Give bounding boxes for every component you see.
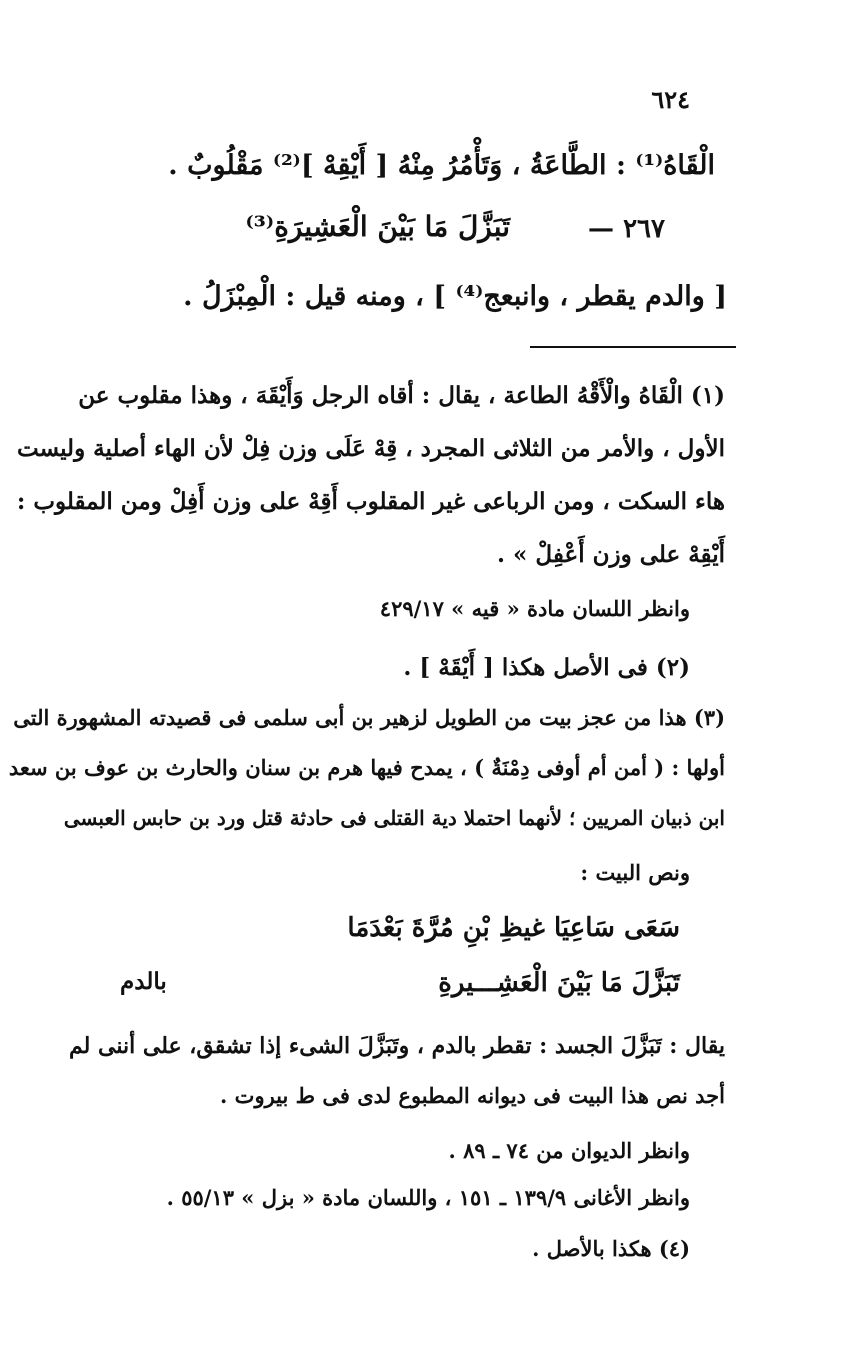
footnote-divider [530,346,736,348]
poem-hemistich-2-row [120,968,680,1008]
footnote-3-line-1: (٣) هذا من عجز بيت من الطويل لزهير بن أبى سلمى فى قصيدته المشهورة التى [13,705,725,730]
verse-text: تَبَزَّلَ مَا بَيْنَ الْعَشِيرَةِ⁽³⁾ [245,210,510,243]
footnote-3-line-2: أولها : ( أمن أم أوفى دِمْنَةٌ ) ، يمدح فيها هرم بن سنان والحارث بن عوف بن سعد [8,755,725,780]
footnote-3-line-3: ابن ذبيان المريين ؛ لأنهما احتملا دية القتلى فى حادثة قتل ورد بن حابس العبسى [63,806,725,830]
footnote-2: (٢) فى الأصل هكذا [ أَيْقَهْ ] . [403,654,690,681]
footnote-1-line-4: أَيْقِهْ على وزن أَعْفِلْ » . [497,541,725,568]
footnote-1-line-1: (١) الْقَاهُ والْأَقْهُ الطاعة ، يقال : أقاه الرجل وَأَيْقَهَ ، وهذا مقلوب عن [78,382,725,409]
footnote-3-line-5: يقال : تَبَزَّلَ الجسد : تقطر بالدم ، وتَبَزَّلَ الشىء إذا تشقق، على أننى لم [68,1033,725,1059]
footnote-3-line-4: ونص البيت : [580,860,690,885]
footnote-1-reference: وانظر اللسان مادة « قيه » ٤٢٩/١٧ [379,596,690,621]
footnote-3-reference-2: وانظر الأغانى ١٣٩/٩ ـ ١٥١ ، واللسان مادة « بزل » ٥٥/١٣ . [166,1185,690,1210]
verse-number: ٢٦٧ — [588,214,665,244]
footnote-3-line-6: أجد نص هذا البيت فى ديوانه المطبوع لدى فى ط بيروت . [220,1083,725,1108]
poem-hemistich-2: تَبَزَّلَ مَا بَيْنَ الْعَشِـــيرةِ [438,968,680,998]
main-text-line-1: الْقَاهُ⁽¹⁾ : الطَّاعَةُ ، وَتَأْمُرُ مِنْهُ [ أَيْقِهْ ]⁽²⁾ مَقْلُوبٌ . [168,150,715,181]
footnote-4: (٤) هكذا بالأصل . [532,1236,690,1261]
footnote-3-reference-1: وانظر الديوان من ٧٤ ـ ٨٩ . [448,1138,690,1163]
main-text-line-3: [ والدم يقطر ، وانبعج⁽⁴⁾ ] ، ومنه قيل : الْمِبْزَلُ . [183,281,727,312]
verse-267 [215,210,665,250]
page-number: ٦٢٤ [651,85,690,114]
poem-hemistich-2-end: بالدم [120,968,167,995]
poem-hemistich-1: سَعَى سَاعِيَا غيظِ بْنِ مُرَّةَ بَعْدَمَا [347,913,680,943]
footnote-1-line-3: هاء السكت ، ومن الرباعى غير المقلوب أَقِهْ على وزن أَفِلْ ومن المقلوب : [16,488,725,515]
footnote-1-line-2: الأول ، والأمر من الثلاثى المجرد ، قِهْ عَلَى وزن فِلْ لأن الهاء أصلية وليست [17,435,725,462]
